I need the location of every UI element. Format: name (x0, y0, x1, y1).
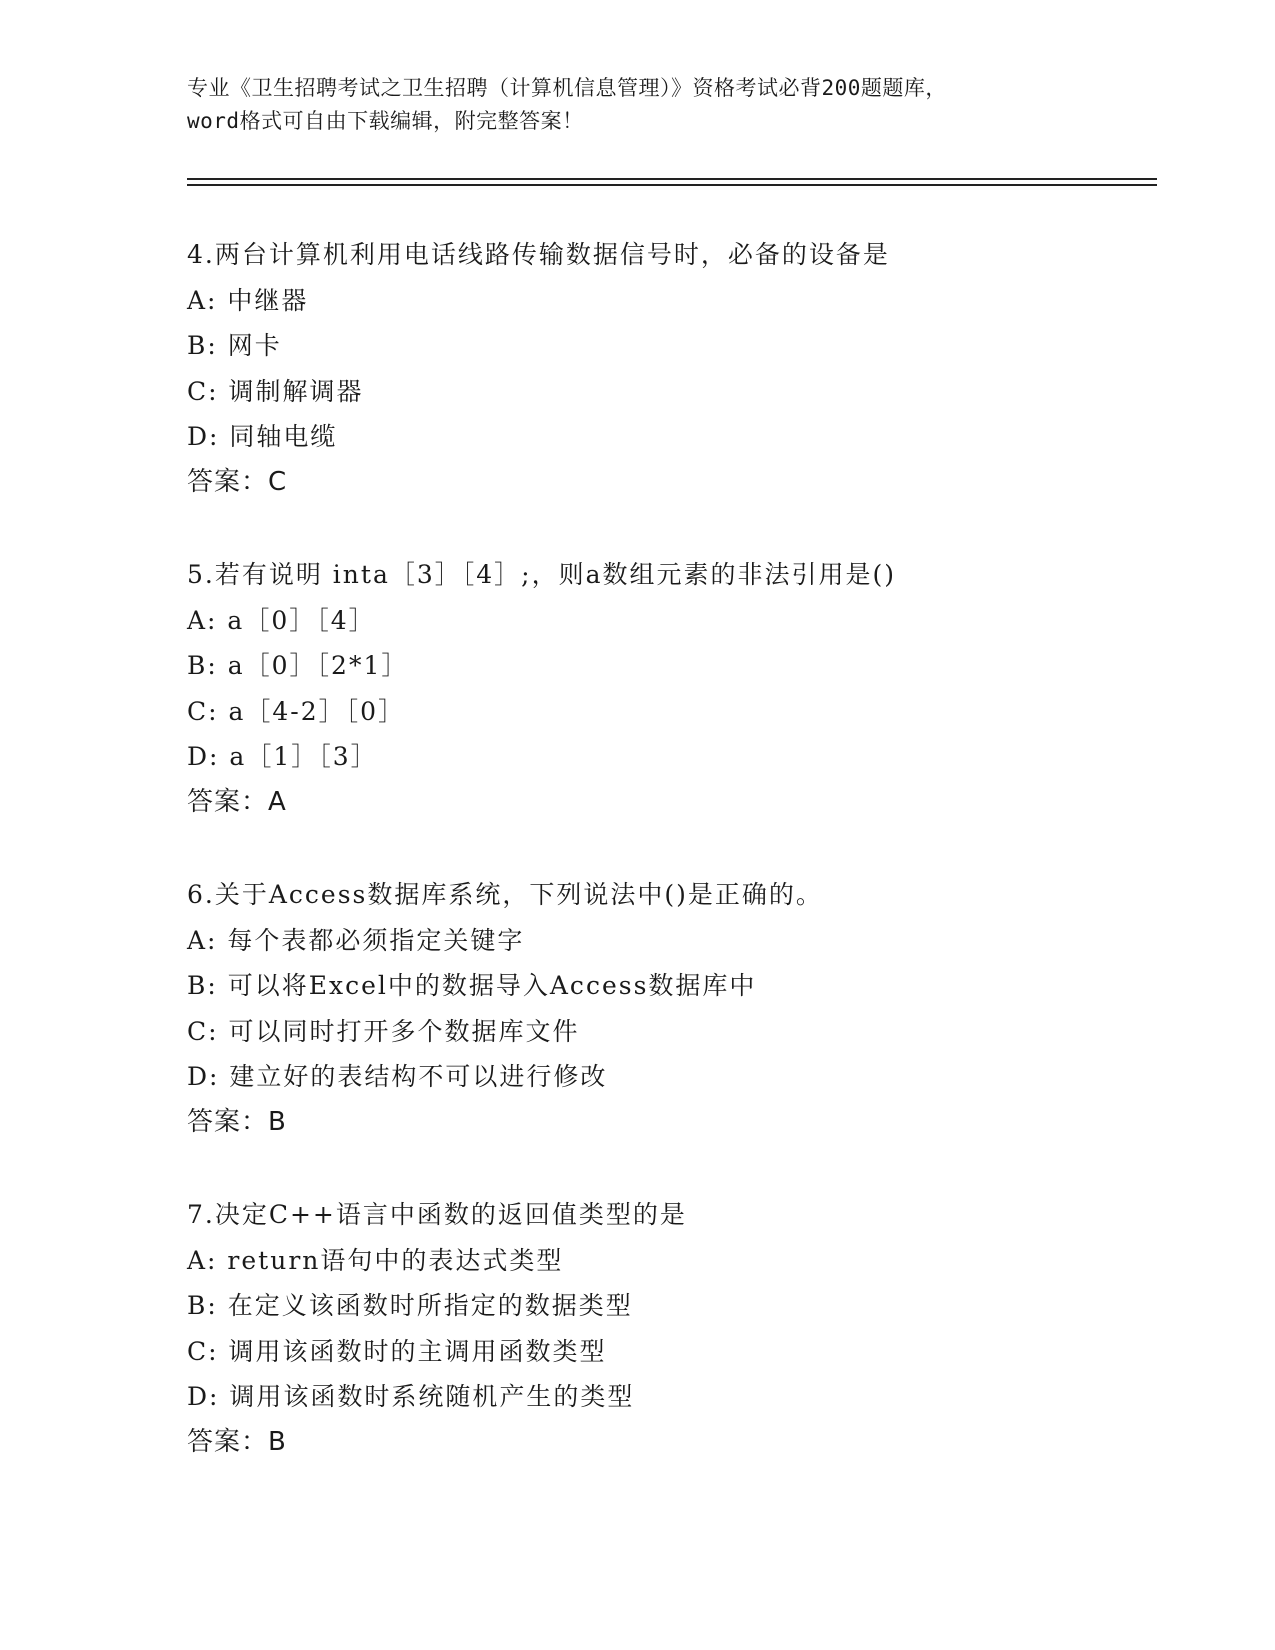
option-b: B: 网卡 (187, 331, 282, 361)
question-4 (187, 232, 1167, 506)
option-c: C: a［4-2］［0］ (187, 696, 406, 726)
question-7 (187, 1192, 1167, 1466)
option-b: B: 可以将Excel中的数据导入Access数据库中 (187, 971, 757, 1001)
option-a: A: 中继器 (187, 285, 309, 315)
option-b: B: 在定义该函数时所指定的数据类型 (187, 1291, 633, 1321)
header-divider-bottom (187, 184, 1157, 186)
question-text: 6.关于Access数据库系统，下列说法中()是正确的。 (187, 880, 823, 909)
header-divider-top (187, 178, 1157, 180)
option-d: D: 调用该函数时系统随机产生的类型 (187, 1382, 635, 1412)
header-line-2: word格式可自由下载编辑，附完整答案！ (187, 109, 584, 133)
question-6 (187, 872, 1167, 1146)
document-header (187, 72, 1087, 138)
question-text: 4.两台计算机利用电话线路传输数据信号时，必备的设备是 (187, 240, 890, 269)
answer-label: 答案：B (187, 1106, 287, 1137)
option-c: C: 调用该函数时的主调用函数类型 (187, 1336, 607, 1366)
option-a: A: a［0］［4］ (187, 605, 376, 635)
option-b: B: a［0］［2*1］ (187, 651, 409, 681)
option-c: C: 调制解调器 (187, 376, 364, 406)
header-line-1: 专业《卫生招聘考试之卫生招聘（计算机信息管理）》资格考试必背200题题库， (187, 76, 947, 100)
option-a: A: 每个表都必须指定关键字 (187, 925, 525, 955)
answer-label: 答案：A (187, 786, 287, 817)
answer-label: 答案：C (187, 466, 288, 497)
question-text: 7.决定C++语言中函数的返回值类型的是 (187, 1200, 687, 1229)
option-d: D: 建立好的表结构不可以进行修改 (187, 1062, 608, 1092)
question-5 (187, 552, 1167, 826)
option-d: D: 同轴电缆 (187, 422, 338, 452)
option-a: A: return语句中的表达式类型 (187, 1245, 564, 1275)
answer-label: 答案：B (187, 1426, 287, 1457)
option-c: C: 可以同时打开多个数据库文件 (187, 1016, 580, 1046)
option-d: D: a［1］［3］ (187, 742, 378, 772)
question-text: 5.若有说明 inta［3］［4］;，则a数组元素的非法引用是() (187, 560, 896, 589)
